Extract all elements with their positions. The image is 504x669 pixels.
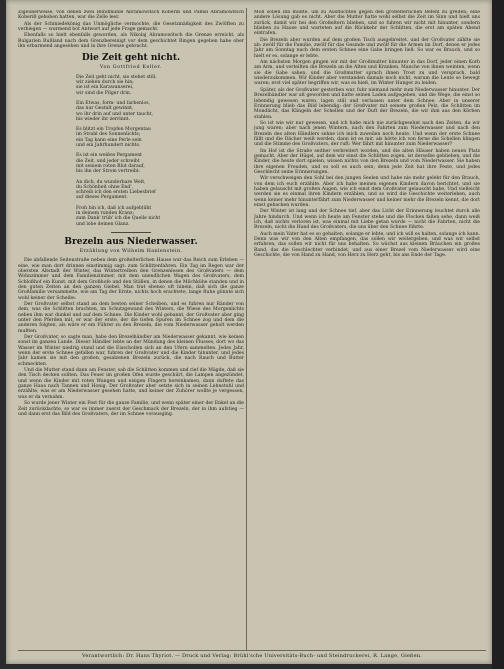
right-column <box>254 10 480 650</box>
story-paragraph: Die abfallende Seitenstraße neben dem großelterlichen Hause war das Reich zum Erleben — eine, wie man dort drinnen einstimmig sagt: zum Schlittenfahren. Ein Tag im Regen war der obersten Altstadt der Winter, das Wintertreiben den Grenzenlosen des Großvaters — dem Wohnzimmer und dem Familienzimmer, mit dem unendlichen Wagen des Großvaters, dem Schloßhof ein Kunst, mit dem Großhofe und den Ställen, in denen die Milchkühe standen und in den guten Zeiten an den ganzen Giebel. Man trat ebenso oft hinein, daß sich die ganze Großfamilie versammelte, wie am Tag der Ernte, nichts hoch erachtete, lange Ruhe gönnte sich wohl keiner der Scheibe. <box>18 258 244 301</box>
column-divider <box>246 8 247 650</box>
poem-line: bis ihn der Strom vertreibt. <box>76 169 141 175</box>
poem-stanza <box>76 127 244 148</box>
poem-line: die Zeit, und jeder schreibt <box>76 158 140 164</box>
story-paragraph: Der Großvater, so sagte man, habe den Brezelhändler am Niederwasser gekannt, wie keinen sonst im ganzen Lande. Dieser Händler lebte an der Mündung des kleinen Flusses, dort wo das Wasser im Winter niedrig stand und die Eisschollen sich an den Ufern sammelten. Jedes Jahr, wenn der erste Schnee gefallen war, fuhren der Großvater und die Kinder hinunter, und jedes Jahr kamen sie mit den großen, gesalzenen Brezeln zurück, die nach Rauch und Butter schmeckten. <box>18 335 244 367</box>
newspaper-page <box>6 0 492 664</box>
poem-stanza <box>76 206 244 227</box>
section-divider <box>111 232 151 233</box>
intro-paragraph: Als der Schmiedekönig das Unmögliche vermochte, die Gesetzmäßigkeit des Zwölften zu verbiegen — wurmend bot Antwort auf jede Frage gemacht. <box>18 21 244 33</box>
story-paragraph: Und die Mutter stand dann am Fenster, sah die Schlitten kommen und rief die Mägde, daß sie den Tisch decken sollten. Das Feuer im großen Ofen wurde geschürt, die Lampen angezündet, und wenn die Kinder mit roten Wangen und eisigen Fingern hereinkamen, dann duftete das ganze Haus nach Tannen und Honig. Der Großvater aber setzte sich in seinen Lehnstuhl und erzählte, was er am Niederwasser gesehen hatte, und keiner der Zuhörer wollte je vergessen, was er da vernahm. <box>18 368 244 400</box>
story-paragraph: Auch mein Vater hat es so gehalten, solange er lebte, und ich will es halten, solange ich kann. Denn was wir von den Alten empfangen, das sollen wir weitergeben, und was wir selbst erfahren, das sollen wir nicht für uns behalten. So wächst aus kleinen Bräuchen ein großes Band, das die Geschlechter verbindet, und aus einer Brezel vom Niederwasser wird eine Geschichte, die von Hand zu Hand, von Herz zu Herz geht, bis ans Ende der Tage. <box>254 231 480 259</box>
story-paragraph: Die Brezeln aber wurden auf dem großen Tisch ausgebreitet, und der Großvater zählte sie ab: zwölf für die Familie, zwölf für das Gesinde und zwölf für die Armen im Dorf, denen er jedes Jahr am Sonntag nach dem ersten Schnee eine Gabe bringen ließ. So war es Brauch, und so hielt er es, solange er lebte. <box>254 37 480 59</box>
poem-line: wir ziehen durch sie hin; <box>76 80 134 86</box>
poem-stanza <box>76 101 244 122</box>
poem-title: Die Zeit geht nicht. <box>81 53 181 64</box>
poem-stanza <box>76 180 244 201</box>
poem-line: An dich, du wunderbare Welt, <box>76 179 146 185</box>
poem-line: in deinem runden Kranz; <box>76 210 134 216</box>
poem-author: Von Gottfried Keller. <box>99 65 163 71</box>
poem-line: du Schönheit ohne End', <box>76 184 134 190</box>
poem-line: Die Zeit geht nicht, sie stehet still, <box>76 74 157 80</box>
story-paragraph: Wir verschweigen den Sohl bei den jungen Seelen und habe nie mehr gelebt für den Brauch, von dem ich euch erzählte. Aber ich habe meinen eigenen Kindern davon berichtet, und sie haben gelauscht mit großen Augen, wie ich einst dem Großvater gelauscht habe. Und vielleicht werden sie es einmal ihren Kindern erzählen, und so wird die Geschichte weiterleben, auch wenn keiner mehr hinunterfährt zum Niederwasser und keiner mehr die Brezeln kennt, die dort einst gebacken wurden. <box>254 176 480 209</box>
poem-line: wo ihr drin auf und unter taucht, <box>76 111 153 117</box>
scan-edge <box>492 0 504 669</box>
poem-line: Froh bin ich, daß ich aufgeblüht <box>76 205 152 211</box>
story-paragraph: Im Hof ist die Straße seither verbreitert worden, und die alten Häuser haben neuen Platz gemacht. Aber der Hügel, auf dem wir einst die Schlitten zogen, ist derselbe geblieben, und die Kinder, die heute dort spielen, wissen nichts von den Brezeln und vom Niederwasser. Sie haben ihre eigenen Freuden, und so soll es auch sein; denn jede Zeit hat ihre Feste, und jedes Geschlecht seine Erinnerungen. <box>254 148 480 175</box>
story-paragraph: Der Großvater selbst stand an dem besten seiner Scheiben, und es fuhren nur Ränder von dem, was die Schlitten brachten, im Schutzgewand des Winters, die Wiese des Morgenlichts neben ihm war dunkel und auf dem Schnee. Die Kinder wohl gebannt, der Großvater aber ging unter den Pferden mit, er war der erste, der die tiefen Spuren im Schnee zog und dem die anderen folgten, als wäre er ein Führer zu den Brezeln, die vom Niederwasser geholt werden mußten. <box>18 301 244 334</box>
poem-line: das nur Gestalt gewinnt, <box>76 106 134 112</box>
story-paragraph: Am nächsten Morgen gingen wir mit der Großmutter hinunter in das Dorf, jeder einen Korb am Arm, und verteilten die Brezeln an die Alten und Kranken. Manche von ihnen weinten, wenn sie die Gabe sahen, und die Großmutter sprach ihnen Trost zu und versprach, bald wiederzukommen. Wir Kinder aber verstanden damals noch nicht, warum die Leute so bewegt waren; erst viel später begriffen wir, was es hieß, im Winter Hunger zu leiden. <box>254 60 480 87</box>
poem-line: wir sind die Pilger drin. <box>76 90 132 96</box>
intro-paragraph: Ebenfalls so hielt ebenfalls geworden, als Nikolaj Abramowitsch die Grenze erreicht, als Bulgarien Rußland nach dem Grenzbereinigt vor dem geschichtet Ringen gegeben habe ober ihn erbarmend angesehen und in ihre Grenze gebracht. <box>18 33 244 50</box>
poem-line: schreib ich den ersten Liebesbrief <box>76 190 156 196</box>
poem-line: zum Dank' trüb' ich die Quelle nicht <box>76 216 161 222</box>
poem-line: Es blitzt ein Tropfen Morgentau <box>76 127 151 133</box>
story-title: Brezeln aus Niederwasser. <box>64 236 198 247</box>
poem-line: Ein Etwas, form- und farbenlos, <box>76 100 151 106</box>
story-paragraph: Der Winter ist lang und der Schnee tief, aber das Licht der Erinnerung leuchtet durch alle Jahre hindurch. Und wenn ich heute am Fenster stehe und die Flocken fallen sehe, dann weiß ich, daß nichts verloren ist, was einmal mit Liebe getan wurde — nicht die Fahrten, nicht die Brezeln, nicht die Hand des Großvaters, die uns über den Schnee führte. <box>254 209 480 231</box>
poem-line: und ein Jahrhundert nichts. <box>76 143 141 149</box>
poem-line: bis wieder ihr zerrinnt. <box>76 116 130 122</box>
story-subtitle: Erzählung von Wilhelm Hanlenstein. <box>79 248 183 254</box>
poem-line: im Strahl des Sonnenlichts; <box>76 132 141 138</box>
poem-line: mit seinem roten Blut darauf, <box>76 163 145 169</box>
intro-paragraph: Zigeunerweise, von denen zwei Blindmühle Abramowitsch Koberiß und Pamel Abramowitsch Koberiß gehoben hatten, war die Zelle leer. <box>18 10 244 21</box>
story-paragraph: Moll sollen ihn mußte, um zu Ausflüchten gegen den großelterlichen Befehl zu greifen; eine andere Lösung gab es nicht. Aber die Mutter hatte wohl selbst die Zeit im Sinn und hielt uns zurück, damit wir bei den Großeltern blieben, und so fuhren wir nicht mit hinunter, sondern blieben zu Hause und warteten auf die Rückkehr der Schlitten, die erst am späten Abend eintrafen. <box>254 10 480 37</box>
imprint-footer: Verantwortlich: Dr. Hans Thyriot. — Druck und Verlag: Brühl'sche Universitäts-Buch- und Steindruckerei, R. Lange, Gießen. <box>18 650 486 659</box>
poem-line: sie ist ein Karawanserei, <box>76 85 134 91</box>
story-paragraph: So ist wie wir nur gewesen, und ich habe mich nie zurückgesehnt nach den Zeiten, da wir jung waren; aber nach jenen Wintern, nach den Fahrten zum Niederwasser und nach den Brezeln des alten Händlers sehne ich mich zuweilen noch heute. Und wenn der erste Schnee fällt und die Dächer weiß werden, dann ist es mir, als hörte ich von ferne die Schellen klingen und die Stimme des Großvaters, der ruft: Wer fährt mit hinunter zum Niederwasser? <box>254 120 480 148</box>
poem-line: und lobe deinen Glanz. <box>76 221 130 227</box>
poem <box>76 75 244 227</box>
poem-stanza <box>76 75 244 96</box>
poem-line: ein Tag kann eine Perle sein <box>76 137 142 143</box>
left-column <box>18 10 244 650</box>
poem-line: Es ist ein weißes Pergament <box>76 153 142 159</box>
story-paragraph: Später, als der Großvater gestorben war, fuhr niemand mehr zum Niederwasser hinunter. Der Brezelhändler war alt geworden und hatte seinen Laden aufgegeben, und die Wege, die einst so lebendig gewesen waren, lagen still und verlassen unter dem Schnee. Aber in unserer Erinnerung blieb das Bild lebendig: der Großvater mit seinem großen Pelz, die Schlitten im Mondlicht, das Klingeln der Schellen und der Duft der Brezeln, die wir ihm aus den Körben stahlen. <box>254 87 480 120</box>
poem-line: auf dieses Pergament. <box>76 195 128 201</box>
story-paragraph: So wurde jener Winter ein Fest für die ganze Familie, und wenn später einer der Enkel an die Zeit zurückdachte, so war es immer zuerst der Geschmack der Brezeln, der in ihm aufstieg — und dann erst das Bild des Großvaters, der im Schnee vorausging. <box>18 401 244 417</box>
poem-stanza <box>76 153 244 174</box>
